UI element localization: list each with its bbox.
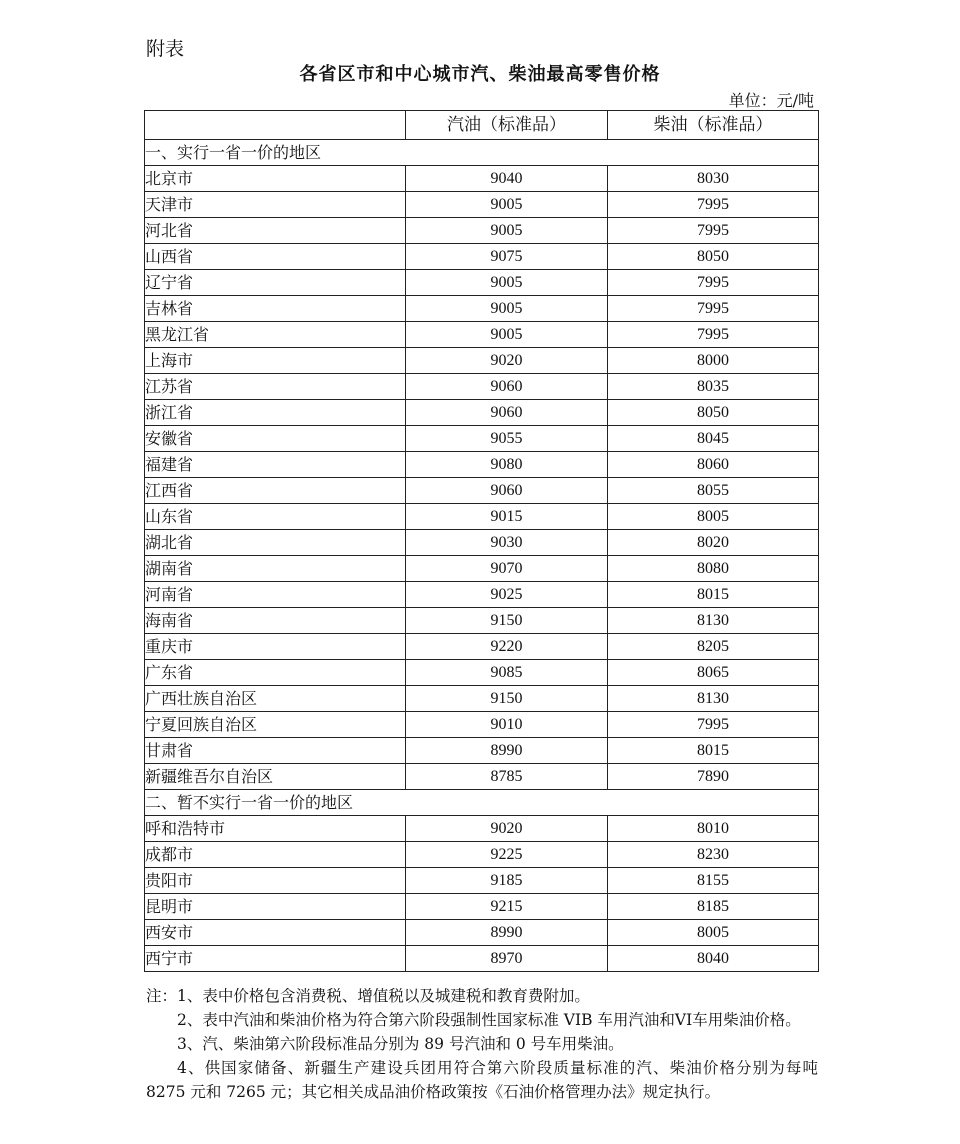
- diesel-price-cell: 8205: [608, 634, 819, 660]
- header-diesel: 柴油（标准品）: [608, 111, 819, 140]
- region-cell: 贵阳市: [145, 868, 406, 894]
- table-row: [145, 582, 819, 608]
- gasoline-price-cell: 8990: [406, 738, 608, 764]
- gasoline-price-cell: 8785: [406, 764, 608, 790]
- section-label: 二、暂不实行一省一价的地区: [145, 790, 819, 816]
- table-body: [145, 140, 819, 972]
- table-row: [145, 504, 819, 530]
- diesel-price-cell: 8230: [608, 842, 819, 868]
- region-cell: 成都市: [145, 842, 406, 868]
- note-1: 注：1、表中价格包含消费税、增值税以及城建税和教育费附加。: [146, 987, 590, 1005]
- region-cell: 黑龙江省: [145, 322, 406, 348]
- region-cell: 上海市: [145, 348, 406, 374]
- page-title: 各省区市和中心城市汽、柴油最高零售价格: [299, 64, 661, 85]
- diesel-price-cell: 8040: [608, 946, 819, 972]
- diesel-price-cell: 8005: [608, 504, 819, 530]
- diesel-price-cell: 8045: [608, 426, 819, 452]
- region-cell: 昆明市: [145, 894, 406, 920]
- region-cell: 广西壮族自治区: [145, 686, 406, 712]
- gasoline-price-cell: 9220: [406, 634, 608, 660]
- gasoline-price-cell: 9015: [406, 504, 608, 530]
- region-cell: 重庆市: [145, 634, 406, 660]
- diesel-price-cell: 7995: [608, 218, 819, 244]
- section-row: [145, 790, 819, 816]
- region-cell: 天津市: [145, 192, 406, 218]
- gasoline-price-cell: 9060: [406, 478, 608, 504]
- table-row: [145, 686, 819, 712]
- region-cell: 湖北省: [145, 530, 406, 556]
- table-row: [145, 296, 819, 322]
- table-row: [145, 634, 819, 660]
- diesel-price-cell: 8130: [608, 686, 819, 712]
- diesel-price-cell: 8050: [608, 400, 819, 426]
- region-cell: 山西省: [145, 244, 406, 270]
- region-cell: 甘肃省: [145, 738, 406, 764]
- diesel-price-cell: 8130: [608, 608, 819, 634]
- gasoline-price-cell: 9185: [406, 868, 608, 894]
- region-cell: 西安市: [145, 920, 406, 946]
- section-row: [145, 140, 819, 166]
- diesel-price-cell: 8185: [608, 894, 819, 920]
- gasoline-price-cell: 9080: [406, 452, 608, 478]
- diesel-price-cell: 8080: [608, 556, 819, 582]
- price-table: [144, 110, 819, 972]
- table-row: [145, 556, 819, 582]
- diesel-price-cell: 7995: [608, 712, 819, 738]
- region-cell: 山东省: [145, 504, 406, 530]
- header-gasoline: 汽油（标准品）: [406, 111, 608, 140]
- region-cell: 呼和浩特市: [145, 816, 406, 842]
- gasoline-price-cell: 9040: [406, 166, 608, 192]
- gasoline-price-cell: 9150: [406, 686, 608, 712]
- gasoline-price-cell: 9060: [406, 400, 608, 426]
- region-cell: 广东省: [145, 660, 406, 686]
- diesel-price-cell: 8005: [608, 920, 819, 946]
- diesel-price-cell: 8000: [608, 348, 819, 374]
- attachment-label: 附表: [146, 38, 185, 60]
- diesel-price-cell: 7995: [608, 322, 819, 348]
- diesel-price-cell: 7995: [608, 296, 819, 322]
- region-cell: 浙江省: [145, 400, 406, 426]
- gasoline-price-cell: 9020: [406, 348, 608, 374]
- table-row: [145, 868, 819, 894]
- diesel-price-cell: 7995: [608, 192, 819, 218]
- gasoline-price-cell: 9025: [406, 582, 608, 608]
- diesel-price-cell: 8055: [608, 478, 819, 504]
- table-row: [145, 400, 819, 426]
- diesel-price-cell: 8010: [608, 816, 819, 842]
- region-cell: 福建省: [145, 452, 406, 478]
- table-row: [145, 244, 819, 270]
- gasoline-price-cell: 9005: [406, 218, 608, 244]
- region-cell: 海南省: [145, 608, 406, 634]
- header-region: [145, 111, 406, 140]
- section-label: 一、实行一省一价的地区: [145, 140, 819, 166]
- gasoline-price-cell: 9070: [406, 556, 608, 582]
- region-cell: 江西省: [145, 478, 406, 504]
- diesel-price-cell: 8050: [608, 244, 819, 270]
- header-row: [145, 111, 819, 140]
- unit-label: 单位：元/吨: [728, 91, 814, 110]
- table-row: [145, 712, 819, 738]
- table-row: [145, 348, 819, 374]
- gasoline-price-cell: 9005: [406, 296, 608, 322]
- table-row: [145, 608, 819, 634]
- table-row: [145, 920, 819, 946]
- table-row: [145, 894, 819, 920]
- region-cell: 江苏省: [145, 374, 406, 400]
- diesel-price-cell: 8060: [608, 452, 819, 478]
- table-row: [145, 946, 819, 972]
- region-cell: 河南省: [145, 582, 406, 608]
- table-row: [145, 764, 819, 790]
- table-row: [145, 270, 819, 296]
- region-cell: 吉林省: [145, 296, 406, 322]
- region-cell: 河北省: [145, 218, 406, 244]
- diesel-price-cell: 8015: [608, 738, 819, 764]
- table-row: [145, 478, 819, 504]
- gasoline-price-cell: 9020: [406, 816, 608, 842]
- region-cell: 西宁市: [145, 946, 406, 972]
- table-header: [145, 111, 819, 140]
- gasoline-price-cell: 9005: [406, 322, 608, 348]
- region-cell: 宁夏回族自治区: [145, 712, 406, 738]
- region-cell: 湖南省: [145, 556, 406, 582]
- table-row: [145, 660, 819, 686]
- notes: [146, 984, 818, 1104]
- diesel-price-cell: 8035: [608, 374, 819, 400]
- table-row: [145, 530, 819, 556]
- table-row: [145, 816, 819, 842]
- table-row: [145, 218, 819, 244]
- diesel-price-cell: 8155: [608, 868, 819, 894]
- gasoline-price-cell: 9030: [406, 530, 608, 556]
- region-cell: 新疆维吾尔自治区: [145, 764, 406, 790]
- note-4: 4、供国家储备、新疆生产建设兵团用符合第六阶段质量标准的汽、柴油价格分别为每吨 8275 元和 7265 元；其它相关成品油价格政策按《石油价格管理办法》规定执行。: [146, 1059, 818, 1101]
- table-row: [145, 738, 819, 764]
- note-2: 2、表中汽油和柴油价格为符合第六阶段强制性国家标准 VIB 车用汽油和VI车用柴油价格。: [177, 1011, 801, 1029]
- gasoline-price-cell: 8970: [406, 946, 608, 972]
- diesel-price-cell: 7995: [608, 270, 819, 296]
- diesel-price-cell: 8015: [608, 582, 819, 608]
- gasoline-price-cell: 8990: [406, 920, 608, 946]
- gasoline-price-cell: 9010: [406, 712, 608, 738]
- gasoline-price-cell: 9060: [406, 374, 608, 400]
- diesel-price-cell: 8065: [608, 660, 819, 686]
- table-row: [145, 842, 819, 868]
- gasoline-price-cell: 9005: [406, 192, 608, 218]
- region-cell: 辽宁省: [145, 270, 406, 296]
- table-row: [145, 452, 819, 478]
- table-row: [145, 426, 819, 452]
- gasoline-price-cell: 9150: [406, 608, 608, 634]
- gasoline-price-cell: 9005: [406, 270, 608, 296]
- table-row: [145, 374, 819, 400]
- note-3: 3、汽、柴油第六阶段标准品分别为 89 号汽油和 0 号车用柴油。: [177, 1035, 624, 1053]
- table-row: [145, 192, 819, 218]
- gasoline-price-cell: 9215: [406, 894, 608, 920]
- gasoline-price-cell: 9225: [406, 842, 608, 868]
- region-cell: 北京市: [145, 166, 406, 192]
- diesel-price-cell: 8030: [608, 166, 819, 192]
- diesel-price-cell: 7890: [608, 764, 819, 790]
- gasoline-price-cell: 9085: [406, 660, 608, 686]
- diesel-price-cell: 8020: [608, 530, 819, 556]
- gasoline-price-cell: 9055: [406, 426, 608, 452]
- table-row: [145, 166, 819, 192]
- table-row: [145, 322, 819, 348]
- region-cell: 安徽省: [145, 426, 406, 452]
- gasoline-price-cell: 9075: [406, 244, 608, 270]
